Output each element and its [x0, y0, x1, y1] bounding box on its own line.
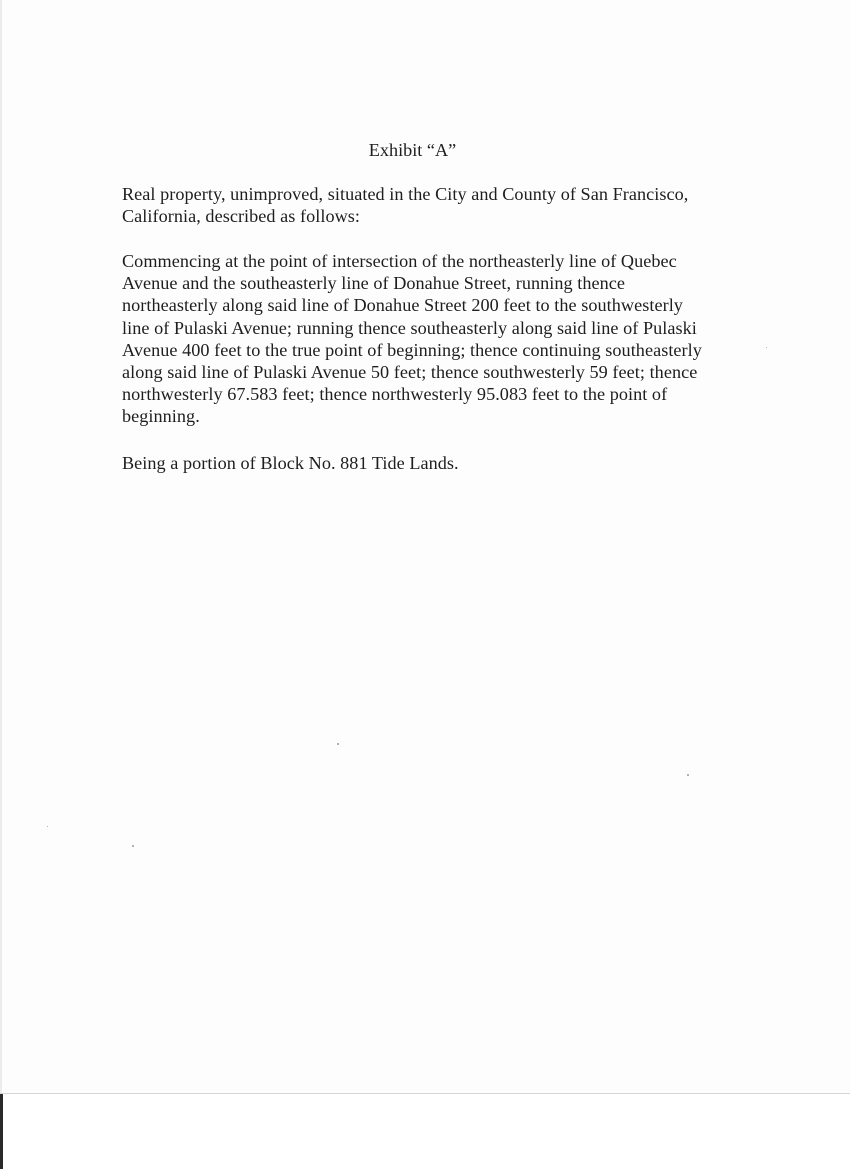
scan-left-edge: [0, 0, 2, 1094]
description-line: beginning.: [122, 406, 200, 427]
scan-left-margin-mark: [0, 1094, 3, 1169]
exhibit-title: Exhibit “A”: [368, 140, 457, 160]
scan-speck: [47, 826, 48, 827]
scan-speck: [337, 743, 339, 745]
scan-bottom-edge: [0, 1093, 850, 1094]
closing-paragraph: [122, 452, 742, 474]
description-line: along said line of Pulaski Avenue 50 feet; thence southwesterly 59 feet; thence: [122, 362, 698, 383]
description-line: Avenue and the southeasterly line of Donahue Street, running thence: [122, 273, 626, 294]
description-line: Commencing at the point of intersection of the northeasterly line of Quebec: [122, 251, 677, 271]
scan-speck: [687, 774, 689, 776]
description-line: line of Pulaski Avenue; running thence southeasterly along said line of Pulaski: [122, 317, 697, 338]
closing-line: Being a portion of Block No. 881 Tide Lands.: [122, 453, 459, 473]
scan-speck: [766, 347, 767, 348]
intro-line: California, described as follows:: [122, 206, 361, 227]
intro-line: Real property, unimproved, situated in the City and County of San Francisco,: [122, 184, 689, 204]
intro-paragraph: [122, 183, 742, 227]
legal-description-paragraph: [122, 250, 752, 428]
description-line: northwesterly 67.583 feet; thence northwesterly 95.083 feet to the point of: [122, 384, 668, 405]
scan-speck: [132, 845, 134, 847]
description-line: northeasterly along said line of Donahue Street 200 feet to the southwesterly: [122, 295, 683, 316]
description-line: Avenue 400 feet to the true point of beginning; thence continuing southeasterly: [122, 339, 702, 360]
